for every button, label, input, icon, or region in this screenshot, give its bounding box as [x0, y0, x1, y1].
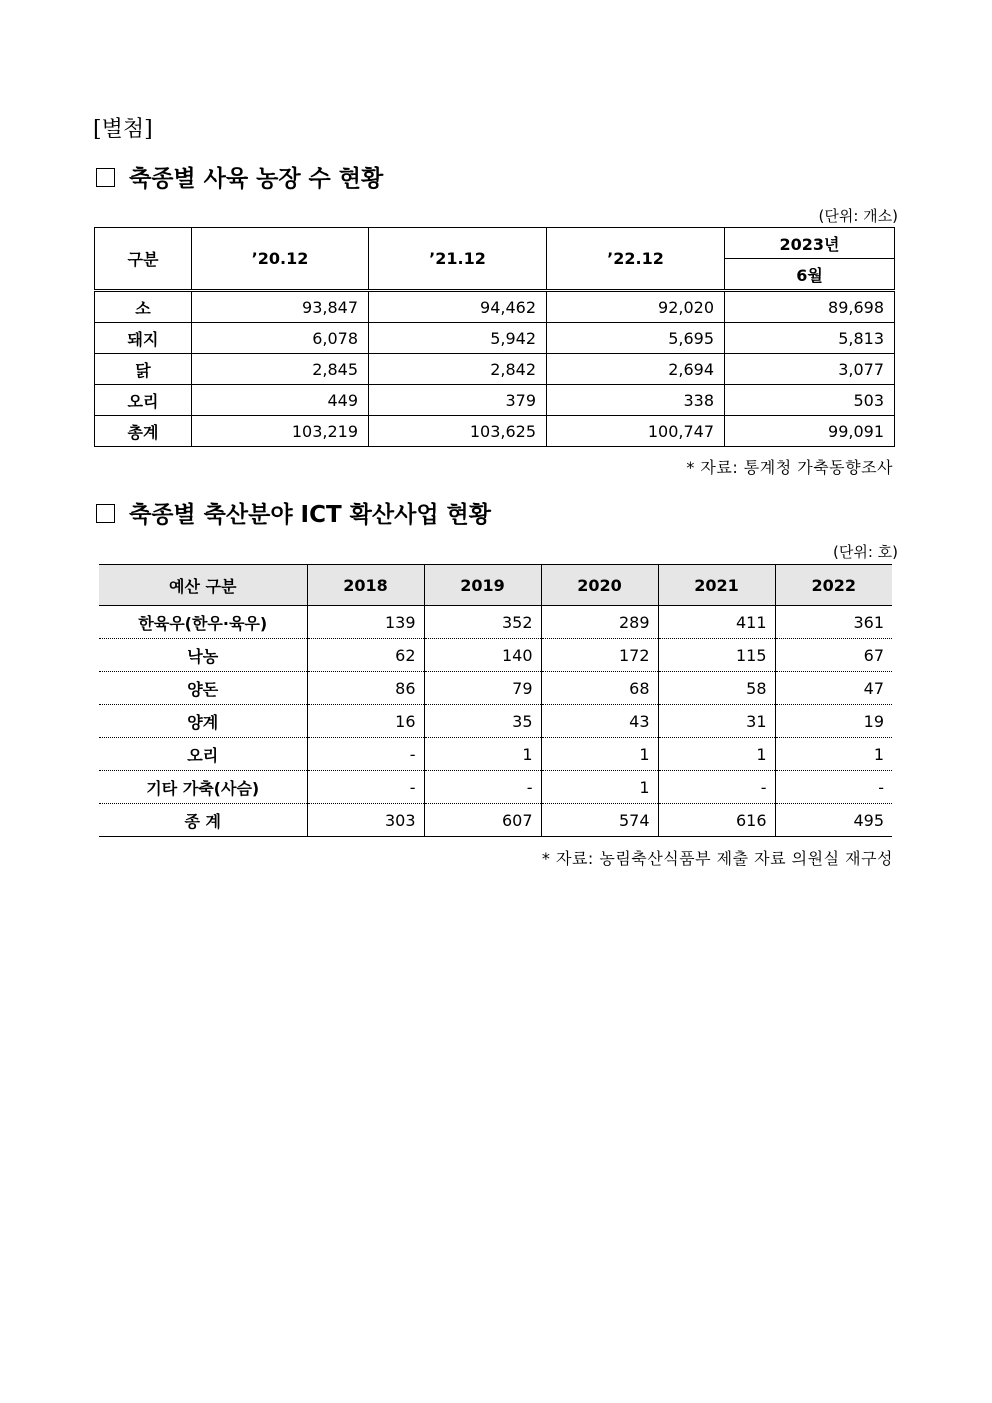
row-label: 한육우(한우·육우): [99, 606, 307, 639]
cell-value: 103,625: [369, 416, 547, 447]
cell-value: 58: [658, 672, 775, 705]
cell-value: 1: [541, 771, 658, 804]
table-row: [95, 291, 895, 323]
header-2018: 2018: [307, 565, 424, 606]
header-budget-category: 예산 구분: [99, 565, 307, 606]
header-2020: 2020: [541, 565, 658, 606]
row-label: 오리: [95, 385, 192, 416]
cell-value: 5,942: [369, 323, 547, 354]
row-label: 총계: [95, 416, 192, 447]
cell-value: 303: [307, 804, 424, 837]
row-label: 양돈: [99, 672, 307, 705]
cell-value: 100,747: [547, 416, 725, 447]
attachment-label: [별첨]: [93, 117, 153, 142]
cell-value: 616: [658, 804, 775, 837]
cell-value: 93,847: [192, 291, 369, 323]
checkbox-square-icon: [96, 168, 115, 187]
cell-value: 140: [424, 639, 541, 672]
cell-value: 43: [541, 705, 658, 738]
cell-value: 411: [658, 606, 775, 639]
row-label: 소: [95, 291, 192, 323]
section2-unit: (단위: 호): [833, 543, 898, 561]
table-row: [99, 672, 892, 705]
cell-value: -: [658, 771, 775, 804]
cell-value: 6,078: [192, 323, 369, 354]
section1-source: * 자료: 통계청 가축동향조사: [686, 458, 893, 477]
row-label: 종 계: [99, 804, 307, 837]
cell-value: 607: [424, 804, 541, 837]
cell-value: 1: [658, 738, 775, 771]
cell-value: 379: [369, 385, 547, 416]
cell-value: 338: [547, 385, 725, 416]
row-label: 돼지: [95, 323, 192, 354]
table-row: [95, 323, 895, 354]
farm-count-table: [94, 227, 895, 447]
cell-value: 103,219: [192, 416, 369, 447]
header-2022: ’22.12: [547, 228, 725, 291]
table-row: [95, 354, 895, 385]
header-2020: ’20.12: [192, 228, 369, 291]
cell-value: 1: [424, 738, 541, 771]
cell-value: 289: [541, 606, 658, 639]
cell-value: 31: [658, 705, 775, 738]
table-row: [99, 606, 892, 639]
cell-value: 3,077: [725, 354, 895, 385]
header-2022: 2022: [775, 565, 892, 606]
header-2023: 2023년: [725, 228, 895, 259]
row-label: 오리: [99, 738, 307, 771]
cell-value: 68: [541, 672, 658, 705]
cell-value: 1: [541, 738, 658, 771]
header-month: 6월: [725, 259, 895, 291]
cell-value: 92,020: [547, 291, 725, 323]
section1-heading: [96, 160, 383, 193]
cell-value: 2,694: [547, 354, 725, 385]
row-label: 닭: [95, 354, 192, 385]
cell-value: 1: [775, 738, 892, 771]
table-row: [95, 385, 895, 416]
cell-value: 449: [192, 385, 369, 416]
cell-value: 99,091: [725, 416, 895, 447]
section1-title: 축종별 사육 농장 수 현황: [129, 166, 384, 192]
cell-value: 2,845: [192, 354, 369, 385]
cell-value: -: [424, 771, 541, 804]
cell-value: 574: [541, 804, 658, 837]
cell-value: 62: [307, 639, 424, 672]
row-label: 기타 가축(사슴): [99, 771, 307, 804]
cell-value: 67: [775, 639, 892, 672]
cell-value: 35: [424, 705, 541, 738]
cell-value: 139: [307, 606, 424, 639]
cell-value: 16: [307, 705, 424, 738]
cell-value: 86: [307, 672, 424, 705]
cell-value: -: [775, 771, 892, 804]
cell-value: 2,842: [369, 354, 547, 385]
cell-value: 89,698: [725, 291, 895, 323]
cell-value: 495: [775, 804, 892, 837]
section2-source: * 자료: 농림축산식품부 제출 자료 의원실 재구성: [541, 849, 893, 868]
section2-heading: [96, 496, 491, 529]
header-2021: ’21.12: [369, 228, 547, 291]
cell-value: 503: [725, 385, 895, 416]
row-label: 낙농: [99, 639, 307, 672]
cell-value: 361: [775, 606, 892, 639]
cell-value: -: [307, 738, 424, 771]
header-2021: 2021: [658, 565, 775, 606]
table-row: [99, 705, 892, 738]
cell-value: 115: [658, 639, 775, 672]
ict-project-table: [99, 564, 892, 837]
cell-value: -: [307, 771, 424, 804]
cell-value: 172: [541, 639, 658, 672]
section1-unit: (단위: 개소): [818, 207, 898, 225]
header-2019: 2019: [424, 565, 541, 606]
cell-value: 47: [775, 672, 892, 705]
table-row-total: [99, 804, 892, 837]
cell-value: 352: [424, 606, 541, 639]
table-row: [99, 738, 892, 771]
table-row: [99, 771, 892, 804]
cell-value: 19: [775, 705, 892, 738]
table-row: [99, 639, 892, 672]
cell-value: 5,695: [547, 323, 725, 354]
table-row-total: [95, 416, 895, 447]
row-label: 양계: [99, 705, 307, 738]
section2-title: 축종별 축산분야 ICT 확산사업 현황: [129, 502, 491, 528]
header-category: 구분: [95, 228, 192, 291]
cell-value: 79: [424, 672, 541, 705]
cell-value: 5,813: [725, 323, 895, 354]
checkbox-square-icon: [96, 504, 115, 523]
cell-value: 94,462: [369, 291, 547, 323]
